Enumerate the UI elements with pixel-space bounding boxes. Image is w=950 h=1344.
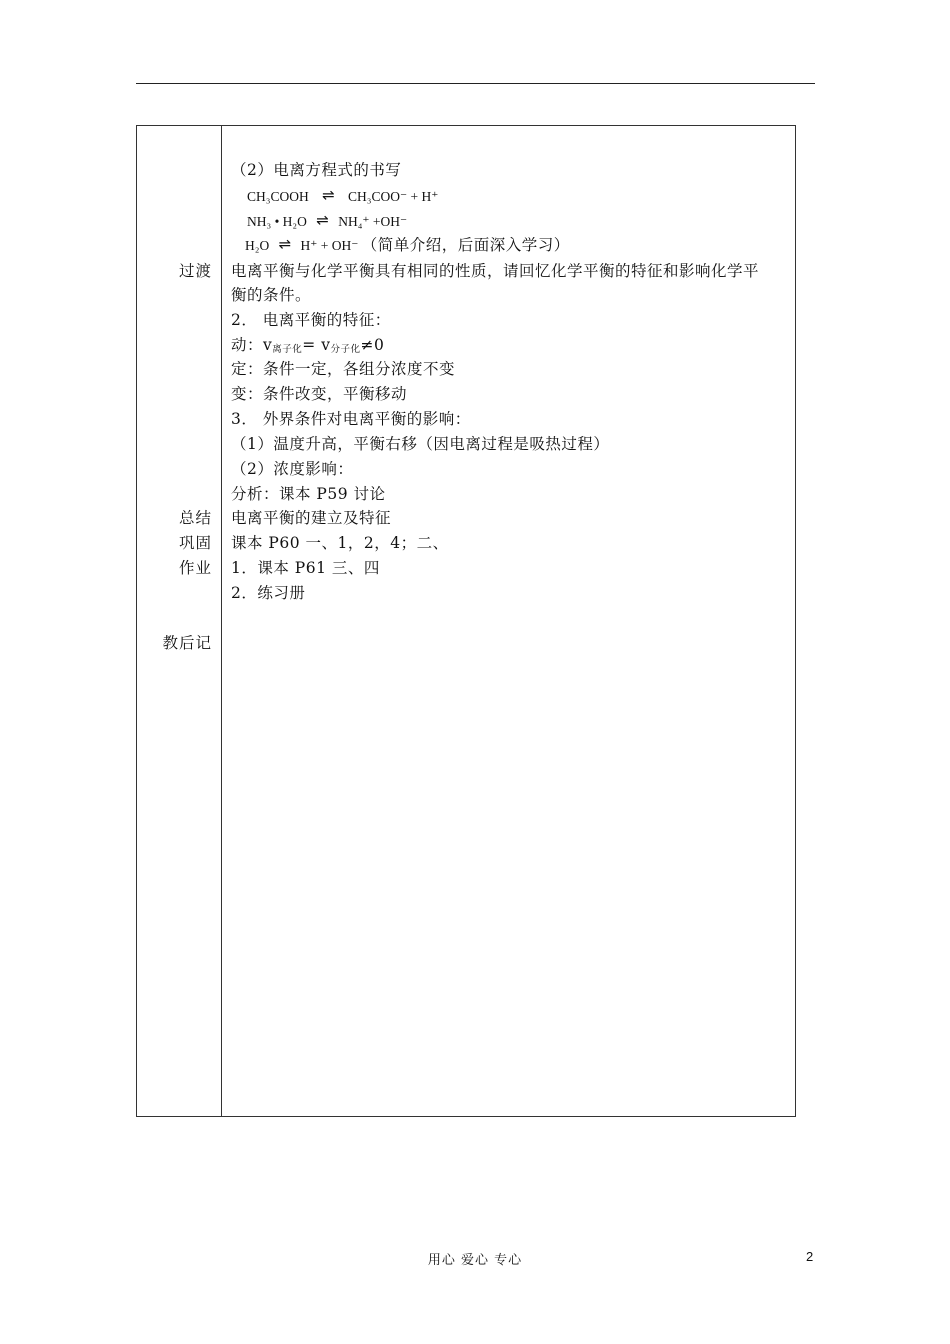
feature-dynamic-sub2: 分子化	[330, 344, 361, 355]
feature-fixed: 定：条件一定，各组分浓度不变	[231, 360, 456, 378]
header-rule	[136, 83, 815, 84]
page-number: 2	[806, 1249, 814, 1264]
feature-change: 变：条件改变，平衡移动	[231, 385, 408, 403]
eq3-left: H₂O	[245, 238, 270, 253]
eq3-right: H⁺ + OH⁻	[300, 238, 359, 253]
features-title: 2． 电离平衡的特征：	[231, 311, 391, 329]
label-transition: 过渡	[178, 262, 212, 280]
external-conditions-title: 3． 外界条件对电离平衡的影响：	[231, 410, 471, 428]
table-column-divider	[221, 125, 222, 1117]
transition-text-line1: 电离平衡与化学平衡具有相同的性质，请回忆化学平衡的特征和影响化学平	[231, 262, 760, 280]
label-homework: 作业	[178, 559, 212, 577]
homework-item-2: 2．练习册	[231, 584, 306, 602]
label-summary: 总结	[178, 509, 212, 527]
feature-dynamic-prefix: 动：v	[231, 336, 273, 354]
homework-item-1: 1．课本 P61 三、四	[231, 559, 380, 577]
label-reflection: 教后记	[162, 634, 212, 652]
feature-dynamic-mid: = v	[302, 336, 331, 354]
label-consolidate: 巩固	[178, 534, 212, 552]
equation-acetic-acid	[247, 186, 438, 207]
reversible-arrow-icon: ⇌	[322, 186, 335, 204]
eq3-note: （简单介绍，后面深入学习）	[361, 236, 570, 254]
feature-dynamic-sub1: 离子化	[272, 344, 303, 355]
summary-text: 电离平衡的建立及特征	[231, 509, 392, 527]
feature-dynamic	[231, 335, 384, 360]
consolidate-text: 课本 P60 一、1，2，4；二、	[231, 534, 449, 552]
eq1-right: CH₃COO⁻ + H⁺	[348, 189, 439, 204]
eq1-left: CH₃COOH	[247, 189, 309, 204]
external-temperature: （1）温度升高，平衡右移（因电离过程是吸热过程）	[231, 435, 610, 453]
external-concentration: （2）浓度影响：	[231, 460, 354, 478]
eq2-left: NH₃ • H₂O	[247, 214, 307, 229]
eq2-right: NH₄⁺ +OH⁻	[338, 214, 408, 229]
feature-dynamic-suffix: ≠0	[360, 336, 385, 354]
footer-motto: 用心 爱心 专心	[427, 1253, 523, 1268]
analysis-text: 分析：课本 P59 讨论	[231, 485, 386, 503]
reversible-arrow-icon: ⇌	[316, 211, 329, 229]
heading-ionization-equations: （2）电离方程式的书写	[231, 161, 402, 179]
reversible-arrow-icon: ⇌	[278, 235, 292, 253]
equation-water	[245, 235, 570, 256]
equation-ammonia	[247, 211, 407, 232]
transition-text-line2: 衡的条件。	[231, 286, 312, 304]
